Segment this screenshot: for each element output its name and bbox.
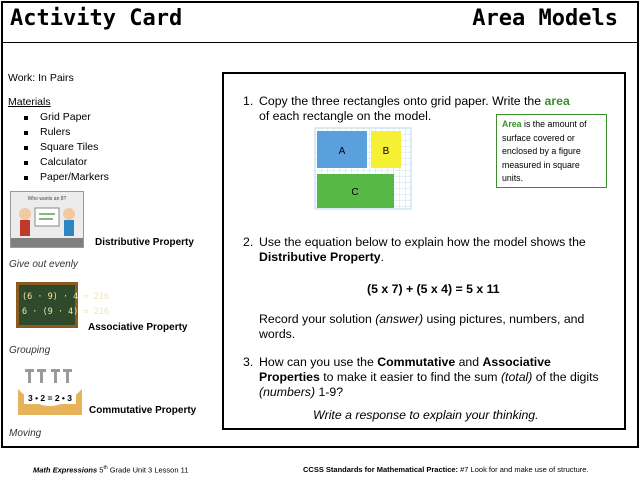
q2-text-a: Use the equation below to explain how the model shows the [259, 235, 586, 249]
q1-area-term: area [544, 94, 570, 108]
q3-e: to make it easier to find the sum [319, 370, 501, 384]
rect-label-b: B [382, 146, 390, 157]
q3-number: 3. [243, 355, 254, 369]
q1-text-b: of each rectangle on the model. [259, 109, 432, 123]
work-mode: Work: In Pairs [8, 72, 74, 84]
q3-a: How can you use the [259, 355, 378, 369]
material-item: Calculator [22, 155, 109, 170]
rect-label-c: C [351, 187, 359, 198]
record-instruction [259, 312, 614, 342]
definition-text: is the amount of surface covered or enclosed by a figure measured in square units. [502, 119, 587, 183]
footer-right [303, 465, 589, 474]
material-item: Grid Paper [22, 110, 109, 125]
header-left-title: Activity Card [10, 6, 183, 31]
commutative-illustration-icon [16, 367, 84, 415]
q2-text-c: . [380, 250, 385, 264]
material-item: Rulers [22, 125, 109, 140]
q2-number: 2. [243, 235, 254, 249]
header-right-title: Area Models [472, 6, 618, 31]
q3-h: (numbers) [259, 385, 316, 399]
thumb1-caption: Who wants an 8? [27, 196, 67, 202]
footer-book-title: Math Expressions [33, 465, 98, 475]
commutative-illustration [16, 367, 84, 415]
commutative-property-label: Commutative Property [89, 405, 197, 416]
q2-distributive-term: Distributive Property [259, 250, 381, 264]
record-b: (answer) [375, 312, 424, 326]
distributive-illustration-icon [11, 192, 83, 247]
area-definition [496, 114, 607, 188]
footer-left [33, 465, 188, 475]
q3-c: and [455, 355, 483, 369]
distributive-note: Give out evenly [9, 259, 78, 270]
q1-number: 1. [243, 94, 254, 108]
chalk-line-2: 6 · (9 · 4) = 216 [22, 307, 109, 317]
footer-grade: 5 [99, 465, 104, 475]
q3-i: 1-9? [315, 385, 344, 399]
material-item: Paper/Markers [22, 170, 109, 185]
distributive-illustration [10, 191, 84, 248]
associative-note: Grouping [9, 345, 51, 356]
distributive-property-label: Distributive Property [95, 237, 194, 248]
q2-text [259, 235, 609, 265]
header-divider [1, 42, 637, 43]
footer-standards-text: #7 Look for and make use of structure. [458, 465, 589, 474]
associative-chalkboard [16, 282, 109, 328]
footer-lesson: Grade Unit 3 Lesson 11 [107, 465, 189, 475]
associative-property-label: Associative Property [88, 322, 188, 333]
q3-associative-term: Associative Properties [259, 355, 551, 384]
closing-instruction: Write a response to explain your thinking. [313, 408, 539, 422]
chalk-line-1: (6 · 9) · 4 = 216 [22, 292, 109, 302]
commute-equation: 3 • 2 = 2 • 3 [28, 393, 72, 403]
commutative-note: Moving [9, 428, 42, 439]
q1-text-a: Copy the three rectangles onto grid paper. Write the [259, 94, 545, 108]
q3-f: (total) [500, 370, 533, 384]
record-c: using pictures, numbers, and words. [259, 312, 585, 341]
materials-title: Materials [8, 96, 51, 108]
q3-commutative-term: Commutative [377, 355, 456, 369]
definition-term: Area [502, 119, 522, 129]
rect-label-a: A [338, 146, 346, 157]
q3-text [259, 355, 611, 400]
material-item: Square Tiles [22, 140, 109, 155]
area-model-grid [315, 128, 411, 209]
chalkboard-icon [19, 285, 109, 325]
footer-standards-title: CCSS Standards for Mathematical Practice: [303, 465, 459, 474]
equation: (5 x 7) + (5 x 4) = 5 x 11 [367, 282, 500, 296]
footer-grade-suffix: th [103, 465, 108, 471]
q1-text [259, 94, 619, 109]
materials-list [22, 110, 109, 185]
record-a: Record your solution [259, 312, 376, 326]
q3-g: of the digits [532, 370, 599, 384]
